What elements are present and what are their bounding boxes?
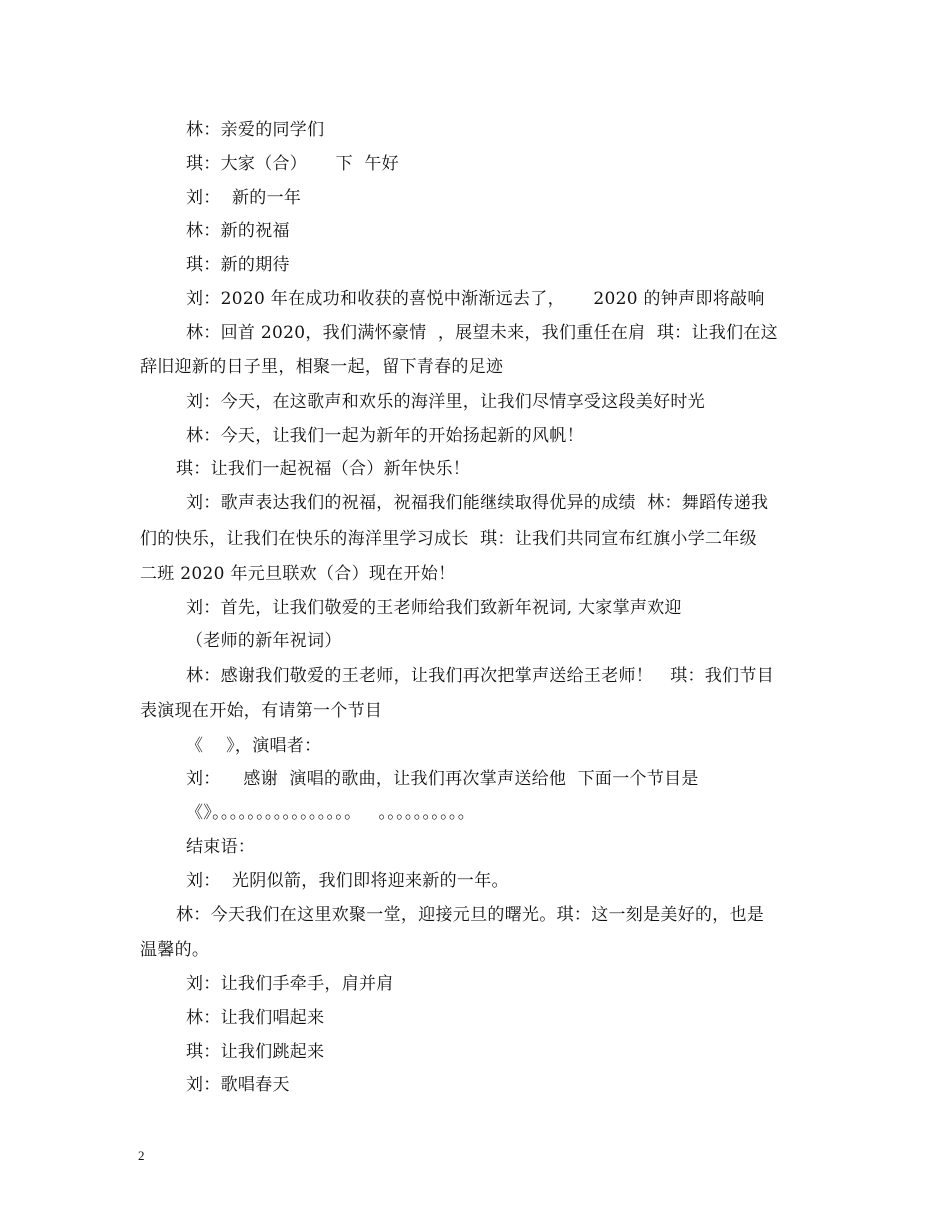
text-line: 《》。。。。。。。。。。。。。。。。 。。。。。。。。。。 xyxy=(186,803,476,823)
text-line: 林：让我们唱起来 xyxy=(186,1008,325,1028)
text-line: 刘：歌声表达我们的祝福，祝福我们能继续取得优异的成绩 林：舞蹈传递我 xyxy=(186,493,769,513)
text-line: 《 》，演唱者： xyxy=(186,736,322,756)
text-line: 结束语： xyxy=(186,837,256,857)
text-line: 林：新的祝福 xyxy=(186,221,290,241)
text-line: 琪：让我们一起祝福（合）新年快乐！ xyxy=(176,459,471,479)
text-line: 琪：大家（合） 下 午好 xyxy=(186,154,399,174)
text-line: 林：感谢我们敬爱的王老师，让我们再次把掌声送给王老师！ 琪：我们节目 xyxy=(186,666,775,686)
text-line: 林：今天，让我们一起为新年的开始扬起新的风帆！ xyxy=(186,426,584,446)
text-line: 林：今天我们在这里欢聚一堂，迎接元旦的曙光。琪：这一刻是美好的，也是 xyxy=(176,905,765,925)
text-line: 刘：今天，在这歌声和欢乐的海洋里，让我们尽情享受这段美好时光 xyxy=(186,392,705,412)
text-line: 刘： 感谢 演唱的歌曲，让我们再次掌声送给他 下面一个节目是 xyxy=(186,769,699,789)
text-line: （老师的新年祝词） xyxy=(186,631,342,651)
text-line: 刘：歌唱春天 xyxy=(186,1075,290,1095)
text-line: 刘：首先，让我们敬爱的王老师给我们致新年祝词, 大家掌声欢迎 xyxy=(186,598,682,618)
text-line: 琪：让我们跳起来 xyxy=(186,1042,325,1062)
text-line: 琪：新的期待 xyxy=(186,255,290,275)
text-line: 林：亲爱的同学们 xyxy=(186,120,325,140)
text-line: 刘：让我们手牵手，肩并肩 xyxy=(186,974,394,994)
text-line: 刘：2020 年在成功和收获的喜悦中渐渐远去了， 2020 的钟声即将敲响 xyxy=(186,289,765,309)
text-line: 辞旧迎新的日子里，相聚一起，留下青春的足迹 xyxy=(140,357,504,377)
text-line: 林：回首 2020，我们满怀豪情 ，展望未来，我们重任在肩 琪：让我们在这 xyxy=(186,323,778,343)
text-line: 刘： 新的一年 xyxy=(186,188,302,208)
text-line: 们的快乐，让我们在快乐的海洋里学习成长 琪：让我们共同宣布红旗小学二年级 xyxy=(140,529,757,549)
text-line: 表演现在开始，有请第一个节目 xyxy=(140,701,383,721)
text-line: 刘： 光阴似箭，我们即将迎来新的一年。 xyxy=(186,871,509,891)
page-number: 2 xyxy=(138,1148,145,1163)
text-line: 温馨的。 xyxy=(140,940,210,960)
text-line: 二班 2020 年元旦联欢（合）现在开始！ xyxy=(140,564,456,584)
